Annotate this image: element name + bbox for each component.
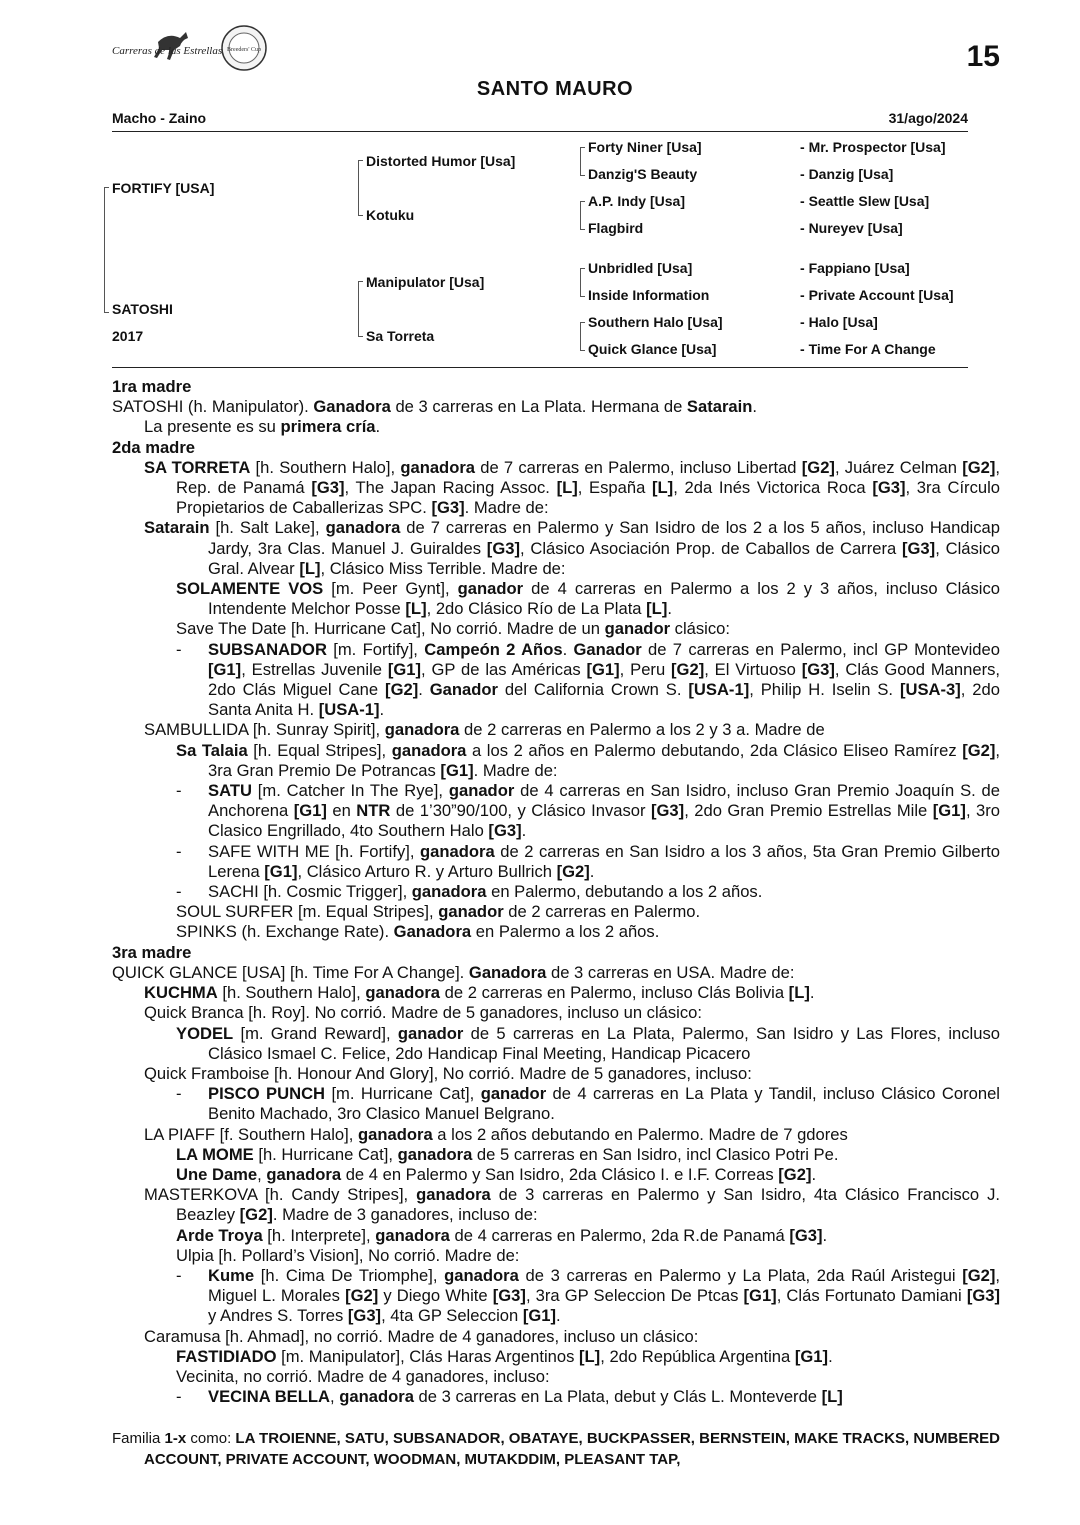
note-line: SOUL SURFER [m. Equal Stripes], ganador de 2 carreras en Palermo. xyxy=(176,902,701,922)
g3-1: Forty Niner [Usa] xyxy=(588,139,702,155)
divider-top xyxy=(112,131,968,132)
note-line: YODEL [m. Grand Reward], ganador de 5 carreras en La Plata, Palermo, San Isidro y Las Flores, incluso Clásico Ismael C. Felice, 2do Handicap Final Meeting, Handicap Picacero xyxy=(176,1023,1000,1063)
logo-text: Carreras de las Estrellas xyxy=(112,45,223,57)
note-line: SPINKS (h. Exchange Rate). Ganadora en Palermo a los 2 años. xyxy=(176,922,660,942)
heading-1ra-madre: 1ra madre xyxy=(112,377,192,396)
note-line: Quick Framboise [h. Honour And Glory], No corrió. Madre de 5 ganadores, incluso: xyxy=(144,1063,752,1083)
note-line: LA PIAFF [f. Southern Halo], ganadora a los 2 años debutando en Palermo. Madre de 7 gdores xyxy=(144,1124,848,1144)
g4-1: - Mr. Prospector [Usa] xyxy=(800,139,946,155)
note-line: Satarain [h. Salt Lake], ganadora de 7 carreras en Palermo y San Isidro de los 2 a los 5 años, incluso Handicap Jardy, 3ra Clas. Manuel J. Guiraldes [G3], Clásico Asociación Prop. de Caballos de Carrera [G3], Clásico Gral. Alvear [L], Clásico Miss Terrible. Madre de: xyxy=(144,518,1000,578)
bracket-g1 xyxy=(104,187,109,313)
horse-name: SANTO MAURO xyxy=(476,78,634,100)
badge-text: Breeders' Cup xyxy=(227,47,261,53)
note-line: Arde Troya [h. Interprete], ganadora de 4 carreras en Palermo, 2da R.de Panamá [G3]. xyxy=(176,1225,828,1245)
bracket-g3a xyxy=(580,147,585,176)
note-line: FASTIDIADO [m. Manipulator], Clás Haras Argentinos [L], 2do República Argentina [G1]. xyxy=(176,1346,833,1366)
footer-family xyxy=(112,1428,1000,1470)
g4-7: - Halo [Usa] xyxy=(800,314,878,330)
g2-2: Kotuku xyxy=(366,207,415,223)
note-line: MASTERKOVA [h. Candy Stripes], ganadora de 3 carreras en Palermo y San Isidro, 4ta Clásico Francisco J. Beazley [G2]. Madre de 3 ganadores, incluso de: xyxy=(144,1185,1000,1225)
meta-row xyxy=(112,110,968,126)
g3-2: Danzig'S Beauty xyxy=(588,166,698,182)
note-line: QUICK GLANCE [USA] [h. Time For A Change]. Ganadora de 3 carreras en USA. Madre de: xyxy=(112,962,795,982)
bracket-g2b xyxy=(358,281,363,337)
g4-5: - Fappiano [Usa] xyxy=(800,260,910,276)
note-line: - Kume [h. Cima De Triomphe], ganadora de 3 carreras en Palermo y La Plata, 2da Raúl Aristegui [G2], Miguel L. Morales [G2] y Diego White [G3], 3ra GP Seleccion De Ptcas [G1], Clás Fortunato Damiani [G3] y Andres S. Torres [G3], 4ta GP Seleccion [G1]. xyxy=(112,1266,1000,1327)
note-line: - SACHI [h. Cosmic Trigger], ganadora en Palermo, debutando a los 2 años. xyxy=(112,882,1000,902)
note-line: - SATU [m. Catcher In The Rye], ganador de 4 carreras en San Isidro, incluso Gran Premio Joaquín S. de Anchorena [G1] en NTR de 1’30”90/100, y Clásico Invasor [G3], 2do Gran Premio Estrellas Mile [G1], 3ro Clasico Engrillado, 4to Southern Halo [G3]. xyxy=(112,781,1000,842)
bracket-g2a xyxy=(358,160,363,216)
g3-3: A.P. Indy [Usa] xyxy=(588,193,685,209)
bracket-g3b xyxy=(580,201,585,230)
g2-3: Manipulator [Usa] xyxy=(366,274,485,290)
note-line: Quick Branca [h. Roy]. No corrió. Madre de 5 ganadores, incluso un clásico: xyxy=(144,1003,703,1023)
heading-3ra-madre: 3ra madre xyxy=(112,942,192,962)
g4-4: - Nureyev [Usa] xyxy=(800,220,903,236)
note-line: Caramusa [h. Ahmad], no corrió. Madre de 4 ganadores, incluso un clásico: xyxy=(144,1326,699,1346)
note-line: SOLAMENTE VOS [m. Peer Gynt], ganador de 4 carreras en Palermo a los 2 y 3 años, incluso Clásico Intendente Melchor Posse [L], 2do Clásico Río de La Plata [L]. xyxy=(176,579,1000,619)
g4-8: - Time For A Change xyxy=(800,341,936,357)
g2-4: Sa Torreta xyxy=(366,328,435,344)
footer-como: como: xyxy=(186,1430,236,1447)
heading-2da-madre: 2da madre xyxy=(112,437,196,457)
g4-2: - Danzig [Usa] xyxy=(800,166,894,182)
note-line: - SUBSANADOR [m. Fortify], Campeón 2 Años. Ganador de 7 carreras en Palermo, incl GP Montevideo [G1], Estrellas Juvenile [G1], GP de las Américas [G1], Peru [G2], El Virtuoso [G3], Clás Good Manners, 2do Clás Miguel Cane [G2]. Ganador del California Crown S. [USA-1], Philip H. Iselin S. [USA-3], 2do Santa Anita H. [USA-1]. xyxy=(112,640,1000,721)
note-line: Vecinita, no corrió. Madre de 4 ganadores, incluso: xyxy=(176,1366,550,1386)
note-line: Ulpia [h. Pollard’s Vision], No corrió. Madre de: xyxy=(176,1245,520,1265)
birth-date: 31/ago/2024 xyxy=(888,110,968,126)
note-line: Save The Date [h. Hurricane Cat], No corrió. Madre de un ganador clásico: xyxy=(176,619,730,639)
note-line: SA TORRETA [h. Southern Halo], ganadora de 7 carreras en Palermo, incluso Libertad [G2], Juárez Celman [G2], Rep. de Panamá [G3], The Japan Racing Assoc. [L], España [L], 2da Inés Victorica Roca [G3], 3ra Círculo Propietarios de Caballerizas SPC. [G3]. Madre de: xyxy=(144,457,1001,518)
sire: FORTIFY [USA] xyxy=(112,180,215,196)
family-notes xyxy=(112,377,1000,1407)
note-line: SATOSHI (h. Manipulator). Ganadora de 3 carreras en La Plata. Hermana de Satarain. xyxy=(112,397,758,417)
note-line: - SAFE WITH ME [h. Fortify], ganadora de 2 carreras en San Isidro a los 3 años, 5ta Gran Premio Gilberto Lerena [G1], Clásico Arturo R. y Arturo Bullrich [G2]. xyxy=(112,842,1000,882)
note-line: Sa Talaia [h. Equal Stripes], ganadora a los 2 años en Palermo debutando, 2da Clásico Eliseo Ramírez [G2], 3ra Gran Premio De Potrancas [G1]. Madre de: xyxy=(176,740,1000,780)
g4-3: - Seattle Slew [Usa] xyxy=(800,193,930,209)
g3-5: Unbridled [Usa] xyxy=(588,260,693,276)
dam-year: 2017 xyxy=(112,328,144,344)
bracket-g3d xyxy=(580,322,585,351)
bracket-g3c xyxy=(580,268,585,297)
note-line: Une Dame, ganadora de 4 en Palermo y San Isidro, 2da Clásico I. e I.F. Correas [G2]. xyxy=(176,1164,817,1184)
note-line: La presente es su primera cría. xyxy=(144,417,381,437)
g3-4: Flagbird xyxy=(588,220,644,236)
g3-6: Inside Information xyxy=(588,287,710,303)
breeders-cup-badge xyxy=(220,24,268,72)
note-line: - VECINA BELLA, ganadora de 3 carreras en La Plata, debut y Clás L. Monteverde [L] xyxy=(112,1387,1000,1407)
g2-1: Distorted Humor [Usa] xyxy=(366,153,516,169)
note-line: SAMBULLIDA [h. Sunray Spirit], ganadora de 2 carreras en Palermo a los 2 y 3 a. Madre de xyxy=(144,720,825,740)
sex-color: Macho - Zaino xyxy=(112,110,207,126)
footer-family-code: 1-x xyxy=(164,1430,187,1447)
g3-7: Southern Halo [Usa] xyxy=(588,314,723,330)
note-line: - PISCO PUNCH [m. Hurricane Cat], ganador de 4 carreras en La Plata y Tandil, incluso Clásico Coronel Benito Machado, 3ro Clasico Manuel Belgrano. xyxy=(112,1084,1000,1124)
page-number: 15 xyxy=(966,40,1000,73)
note-line: KUCHMA [h. Southern Halo], ganadora de 2 carreras en Palermo, incluso Clás Bolivia [L]. xyxy=(144,983,815,1003)
g3-8: Quick Glance [Usa] xyxy=(588,341,717,357)
divider-bottom xyxy=(112,367,968,368)
footer-family-names: LA TROIENNE, SATU, SUBSANADOR, OBATAYE, BUCKPASSER, BERNSTEIN, MAKE TRACKS, NUMBERED ACCOUNT, PRIVATE ACCOUNT, WOODMAN, MUTAKDDIM, PLEASANT TAP, xyxy=(144,1430,1000,1468)
note-line: LA MOME [h. Hurricane Cat], ganadora de 5 carreras en San Isidro, incl Clasico Potri Pe. xyxy=(176,1144,839,1164)
footer-prefix: Familia xyxy=(112,1430,165,1447)
g4-6: - Private Account [Usa] xyxy=(800,287,954,303)
dam: SATOSHI xyxy=(112,301,173,317)
